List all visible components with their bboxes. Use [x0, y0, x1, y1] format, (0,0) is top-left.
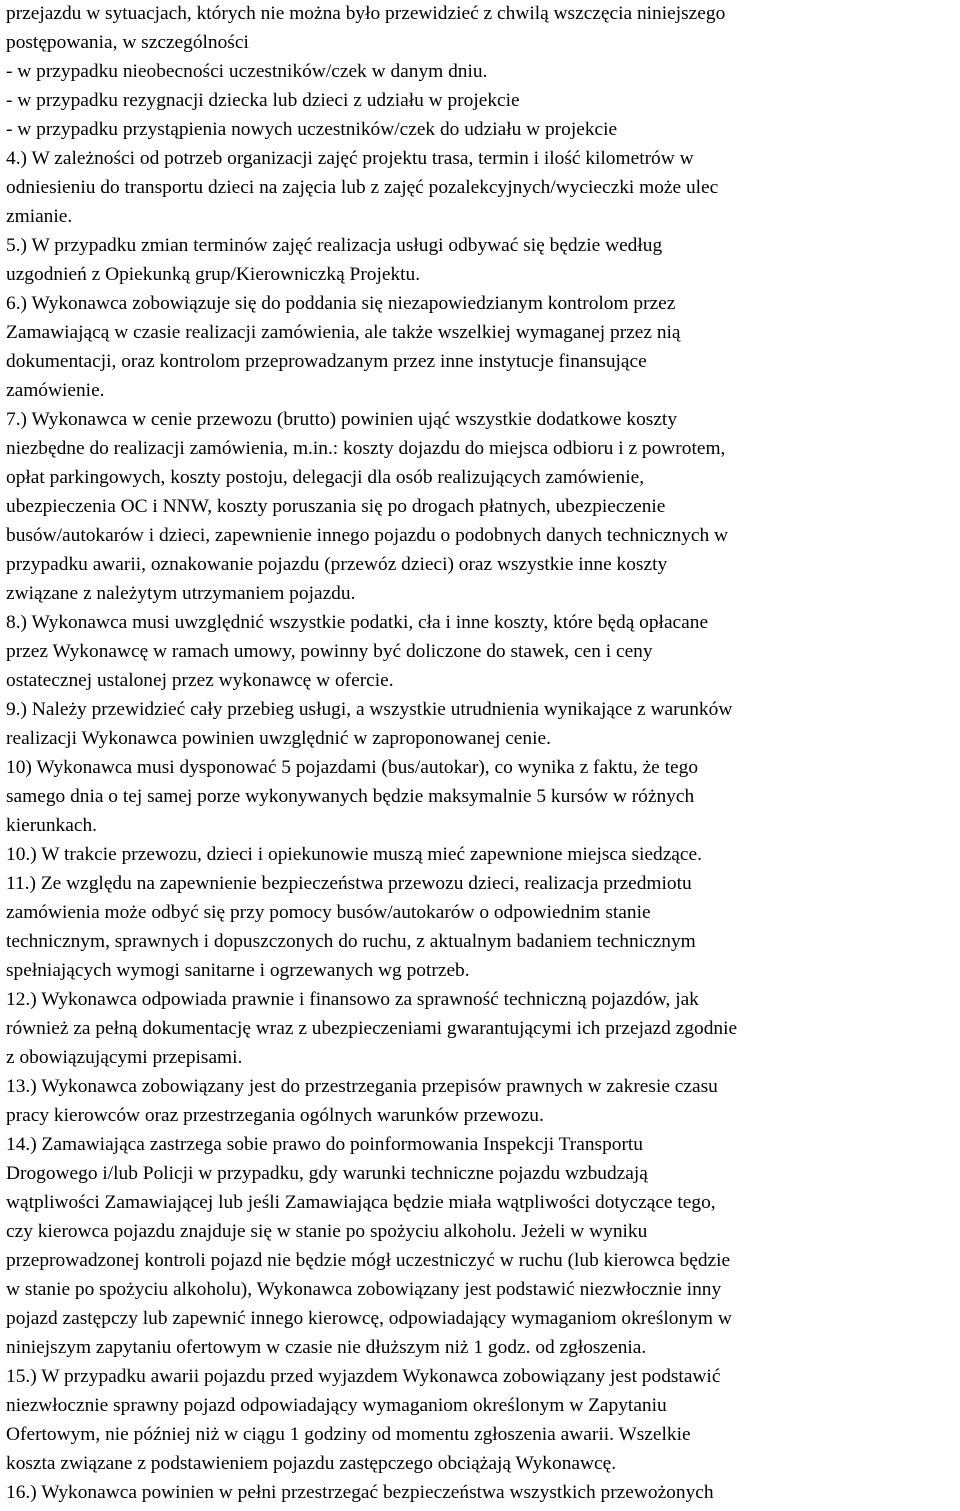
document-text-line: postępowania, w szczególności	[6, 32, 249, 53]
document-text-line: koszta związane z podstawieniem pojazdu zastępczego obciążają Wykonawcę.	[6, 1453, 617, 1474]
document-text-line: zamówienia może odbyć się przy pomocy busów/autokarów o odpowiednim stanie	[6, 902, 651, 923]
document-text-line: technicznym, sprawnych i dopuszczonych do ruchu, z aktualnym badaniem technicznym	[6, 931, 696, 952]
document-text-line: - w przypadku nieobecności uczestników/czek w danym dniu.	[6, 61, 488, 82]
document-text-line: 9.) Należy przewidzieć cały przebieg usługi, a wszystkie utrudnienia wynikające z warunków	[6, 699, 733, 720]
document-text-line: busów/autokarów i dzieci, zapewnienie innego pojazdu o podobnych danych technicznych w	[6, 525, 729, 546]
document-text-line: niezbędne do realizacji zamówienia, m.in.: koszty dojazdu do miejsca odbioru i z powrotem,	[6, 438, 726, 459]
document-text-line: czy kierowca pojazdu znajduje się w stanie po spożyciu alkoholu. Jeżeli w wyniku	[6, 1221, 648, 1242]
document-body	[6, 0, 958, 1507]
document-text-line: odniesieniu do transportu dzieci na zajęcia lub z zajęć pozalekcyjnych/wycieczki może ulec	[6, 177, 719, 198]
document-text-line: uzgodnień z Opiekunką grup/Kierowniczką Projektu.	[6, 264, 421, 285]
document-text-line: 14.) Zamawiająca zastrzega sobie prawo do poinformowania Inspekcji Transportu	[6, 1134, 644, 1155]
document-text-line: wątpliwości Zamawiającej lub jeśli Zamawiająca będzie miała wątpliwości dotyczące tego,	[6, 1192, 716, 1213]
document-text-line: w stanie po spożyciu alkoholu), Wykonawca zobowiązany jest podstawić niezwłocznie inny	[6, 1279, 722, 1300]
document-text-line: przeprowadzonej kontroli pojazd nie będzie mógł uczestniczyć w ruchu (lub kierowca będzie	[6, 1250, 731, 1271]
document-text-line: niniejszym zapytaniu ofertowym w czasie nie dłuższym niż 1 godz. od zgłoszenia.	[6, 1337, 647, 1358]
document-text-line: Zamawiającą w czasie realizacji zamówienia, ale także wszelkiej wymaganej przez nią	[6, 322, 681, 343]
document-text-line: 11.) Ze względu na zapewnienie bezpieczeństwa przewozu dzieci, realizacja przedmiotu	[6, 873, 692, 894]
document-text-line: przez Wykonawcę w ramach umowy, powinny być doliczone do stawek, cen i ceny	[6, 641, 653, 662]
document-text-line: 6.) Wykonawca zobowiązuje się do poddania się niezapowiedzianym kontrolom przez	[6, 293, 676, 314]
document-text-line: pojazd zastępczy lub zapewnić innego kierowcę, odpowiadający wymaganiom określonym w	[6, 1308, 732, 1329]
document-text-line: przejazdu w sytuacjach, których nie można było przewidzieć z chwilą wszczęcia niniejszego	[6, 3, 726, 24]
document-text-line: 12.) Wykonawca odpowiada prawnie i finansowo za sprawność techniczną pojazdów, jak	[6, 989, 699, 1010]
document-text-line: z obowiązującymi przepisami.	[6, 1047, 243, 1068]
document-text-line: niezwłocznie sprawny pojazd odpowiadający wymaganiom określonym w Zapytaniu	[6, 1395, 667, 1416]
document-text-line: zamówienie.	[6, 380, 105, 401]
document-text-line: - w przypadku rezygnacji dziecka lub dzieci z udziału w projekcie	[6, 90, 520, 111]
document-text-line: kierunkach.	[6, 815, 97, 836]
document-text-line: 10) Wykonawca musi dysponować 5 pojazdami (bus/autokar), co wynika z faktu, że tego	[6, 757, 699, 778]
document-text-line: również za pełną dokumentację wraz z ubezpieczeniami gwarantującymi ich przejazd zgodnie	[6, 1018, 738, 1039]
document-text-line: pracy kierowców oraz przestrzegania ogólnych warunków przewozu.	[6, 1105, 544, 1126]
document-text-line: 7.) Wykonawca w cenie przewozu (brutto) powinien ująć wszystkie dodatkowe koszty	[6, 409, 678, 430]
document-text-line: 8.) Wykonawca musi uwzględnić wszystkie podatki, cła i inne koszty, które będą opłacane	[6, 612, 709, 633]
document-text-line: przypadku awarii, oznakowanie pojazdu (przewóz dzieci) oraz wszystkie inne koszty	[6, 554, 668, 575]
document-text-line: ostatecznej ustalonej przez wykonawcę w ofercie.	[6, 670, 394, 691]
document-text-line: opłat parkingowych, koszty postoju, delegacji dla osób realizujących zamówienie,	[6, 467, 645, 488]
document-text-line: 4.) W zależności od potrzeb organizacji zajęć projektu trasa, termin i ilość kilometrów w	[6, 148, 694, 169]
document-text-line: spełniających wymogi sanitarne i ogrzewanych wg potrzeb.	[6, 960, 470, 981]
document-text-line: Drogowego i/lub Policji w przypadku, gdy warunki techniczne pojazdu wzbudzają	[6, 1163, 648, 1184]
document-text-line: 5.) W przypadku zmian terminów zajęć realizacja usługi odbywać się będzie według	[6, 235, 663, 256]
document-text-line: związane z należytym utrzymaniem pojazdu.	[6, 583, 356, 604]
document-text-line: realizacji Wykonawca powinien uwzględnić w zaproponowanej cenie.	[6, 728, 551, 749]
document-text-line: Ofertowym, nie później niż w ciągu 1 godziny od momentu zgłoszenia awarii. Wszelkie	[6, 1424, 691, 1445]
document-text-line: samego dnia o tej samej porze wykonywanych będzie maksymalnie 5 kursów w różnych	[6, 786, 695, 807]
document-text-line: zmianie.	[6, 206, 73, 227]
document-text-line: 13.) Wykonawca zobowiązany jest do przestrzegania przepisów prawnych w zakresie czasu	[6, 1076, 718, 1097]
document-text-line: ubezpieczenia OC i NNW, koszty poruszania się po drogach płatnych, ubezpieczenie	[6, 496, 666, 517]
document-text-line: 15.) W przypadku awarii pojazdu przed wyjazdem Wykonawca zobowiązany jest podstawić	[6, 1366, 721, 1387]
document-text-line: - w przypadku przystąpienia nowych uczestników/czek do udziału w projekcie	[6, 119, 618, 140]
document-text-line: 16.) Wykonawca powinien w pełni przestrzegać bezpieczeństwa wszystkich przewożonych	[6, 1482, 714, 1503]
document-text-line: dokumentacji, oraz kontrolom przeprowadzanym przez inne instytucje finansujące	[6, 351, 647, 372]
document-text-line: 10.) W trakcie przewozu, dzieci i opiekunowie muszą mieć zapewnione miejsca siedzące.	[6, 844, 702, 865]
